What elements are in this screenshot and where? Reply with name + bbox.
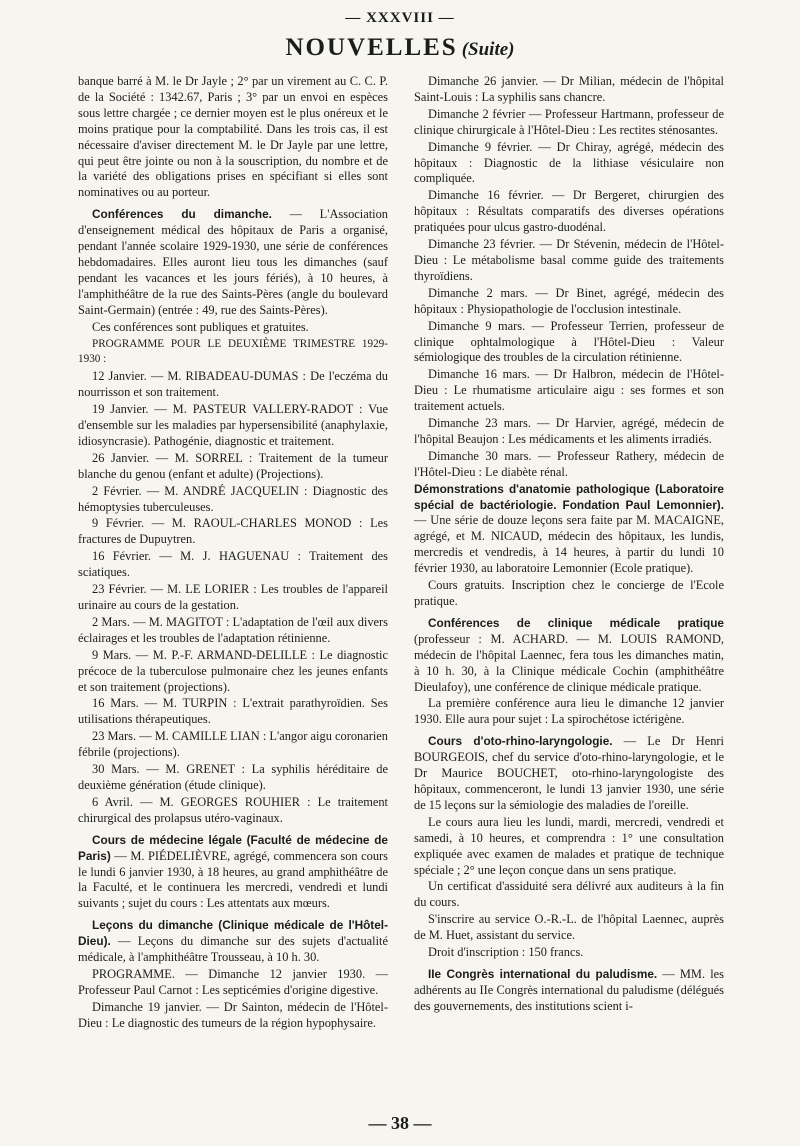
paragraph-text: — L'Association d'enseignement médical des hôpitaux de Paris a organisé, pendant l'année scolaire 1929-1930, une série de conférences hebdomadaires. Elles auront lieu tous les dimanches (sauf pendant les vacances et les jours fériés), à 10 heures, à l'amphithéâtre de la rue des Saints-Pères (angle du boulevard Saint-Germain) (entrée : 49, rue des Saints-Pères).	[78, 207, 388, 317]
title-main: NOUVELLES	[285, 34, 458, 61]
list-item: 19 Janvier. — M. PASTEUR VALLERY-RADOT : Vue d'ensemble sur les maladies par hypersensibilité (anaphylaxie, idiosyncrasie). Pathogénie, diagnostic et traitement.	[78, 402, 388, 448]
list-item: 9 Février. — M. RAOUL-CHARLES MONOD : Les fractures de Dupuytren.	[78, 516, 388, 547]
footer-page-number: — 38 —	[368, 1113, 432, 1133]
section-heading: IIe Congrès international du paludisme.	[428, 966, 658, 981]
paragraph: PROGRAMME. — Dimanche 12 janvier 1930. — Professeur Paul Carnot : Les septicémies d'origine digestive.	[78, 966, 388, 997]
paragraph-text: — MM. les adhérents au IIe Congrès international du paludisme (délégués des gouvernements, des institutions scient i-	[414, 966, 724, 1013]
list-item: Dimanche 2 février — Professeur Hartmann, professeur de clinique chirurgicale à l'Hôtel-Dieu : Les rectites sténosantes.	[414, 106, 724, 137]
section-heading: Cours de médecine légale (Faculté de médecine de Paris)	[78, 832, 388, 863]
paragraph-text: — Leçons du dimanche sur des sujets d'actualité médicale, à l'amphithéâtre Trousseau, à 10 h. 30.	[78, 934, 388, 965]
section-heading: Démonstrations d'anatomie pathologique (Laboratoire spécial de bactériologie. Fondation Paul Lemonnier).	[414, 481, 724, 512]
list-item: 9 Mars. — M. P.-F. ARMAND-DELILLE : Le diagnostic précoce de la tuberculose pulmonaire chez les jeunes enfants et son traitement (projections).	[78, 647, 388, 694]
paragraph	[78, 918, 388, 966]
paragraph: Un certificat d'assiduité sera délivré aux auditeurs à la fin du cours.	[414, 879, 724, 910]
list-item: 2 Mars. — M. MAGITOT : L'adaptation de l'œil aux divers éclairages et les troubles de l'adaptation rétinienne.	[78, 614, 388, 645]
list-item: Dimanche 9 février. — Dr Chiray, agrégé, médecin des hôpitaux : Diagnostic de la lithiase vésiculaire non compliquée.	[414, 139, 724, 186]
list-item: Dimanche 30 mars. — Professeur Rathery, médecin de l'Hôtel-Dieu : Le diabète rénal.	[414, 448, 724, 479]
paragraph-text: (professeur : M. ACHARD. — M. LOUIS RAMOND, médecin de l'hôpital Laennec, fera tous les dimanches matin, à 10 h. 30, à la Clinique médicale Cochin (amphithéâtre Dieulafoy), une conférence de clinique médicale pratique.	[414, 631, 724, 694]
list-item: 30 Mars. — M. GRENET : La syphilis héréditaire de deuxième génération (étude clinique).	[78, 762, 388, 792]
paragraph: S'inscrire au service O.-R.-L. de l'hôpital Laennec, auprès de M. Huet, assistant du service.	[414, 912, 724, 943]
paragraph-text: — M. PIÉDELIÈVRE, agrégé, commencera son cours le lundi 6 janvier 1930, à 18 heures, au grand amphithéâtre de la Faculté, et le continuera les mercredi, vendredi et lundi suivants ; sujet du cours : Les attentats aux mœurs.	[78, 848, 388, 911]
title-suffix: (Suite)	[461, 39, 515, 60]
paragraph-text: — Le Dr Henri BOURGEOIS, chef du service d'oto-rhino-laryngologie, et le Dr Maurice BOUCHET, oto-rhino-laryngologiste des hôpitaux, commenceront, le lundi 13 janvier 1930, une série de 15 leçons sur la sémiologie des maladies de l'oreille.	[414, 734, 724, 812]
page-title	[0, 34, 800, 62]
list-item: Dimanche 23 mars. — Dr Harvier, agrégé, médecin de l'hôpital Beaujon : Les médicaments et les aliments irradiés.	[414, 416, 724, 446]
list-item: 23 Mars. — M. CAMILLE LIAN : L'angor aigu coronarien fébrile (projections).	[78, 729, 388, 760]
right-column	[414, 74, 724, 1016]
section-heading: Conférences de clinique médicale pratique	[428, 615, 724, 630]
list-item: Dimanche 16 février. — Dr Bergeret, chirurgien des hôpitaux : Résultats comparatifs des diverses opérations pratiquées pour ulcus gastro-duodénal.	[414, 188, 724, 235]
section-heading: Cours d'oto-rhino-laryngologie.	[428, 734, 613, 749]
list-item: Dimanche 26 janvier. — Dr Milian, médecin de l'hôpital Saint-Louis : La syphilis sans chancre.	[414, 74, 724, 104]
paragraph: Ces conférences sont publiques et gratuites.	[92, 319, 309, 334]
paragraph	[414, 616, 724, 696]
paragraph: Cours gratuits. Inscription chez le concierge de l'Ecole pratique.	[414, 578, 724, 608]
paragraph-text: — Une série de douze leçons sera faite par M. MACAIGNE, agrégé, et M. NICAUD, médecin des hôpitaux, les lundis, mercredis et vendredis, à 14 heures, à partir du lundi 10 février 1930, au laboratoire Lemonnier (Ecole pratique).	[414, 513, 724, 576]
paragraph: Le cours aura lieu les lundi, mardi, mercredi, vendredi et samedi, à 10 heures, et comprendra : 1° une consultation expliquée avec examen de malades et pratique de technique spéciale ; 2° une leçon conçue dans un sens pratique.	[414, 814, 724, 877]
list-item: 16 Février. — M. J. HAGUENAU : Traitement des sciatiques.	[78, 549, 388, 580]
paragraph	[78, 833, 388, 913]
paragraph: La première conférence aura lieu le dimanche 12 janvier 1930. Elle aura pour sujet : La spirochétose ictérigène.	[414, 696, 724, 727]
list-item: Dimanche 16 mars. — Dr Halbron, médecin de l'Hôtel-Dieu : Le rhumatisme articulaire aigu : ses formes et son traitement actuels.	[414, 367, 724, 414]
paragraph: Dimanche 19 janvier. — Dr Sainton, médecin de l'Hôtel-Dieu : Le diagnostic des tumeurs de la région hypophysaire.	[78, 999, 388, 1030]
paragraph	[414, 967, 724, 1015]
list-item: 2 Février. — M. ANDRÉ JACQUELIN : Diagnostic des hémoptysies tuberculeuses.	[78, 483, 388, 514]
list-item: 23 Février. — M. LE LORIER : Les troubles de l'appareil urinaire au cours de la gestation.	[78, 582, 388, 612]
left-column	[78, 74, 388, 1033]
paragraph: Droit d'inscription : 150 francs.	[428, 945, 584, 960]
section-heading: Conférences du dimanche.	[92, 207, 272, 222]
paragraph	[78, 207, 388, 318]
programme-heading: PROGRAMME POUR LE DEUXIÈME TRIMESTRE 1929-1930 :	[78, 337, 388, 366]
section-heading: Leçons du dimanche (Clinique médicale de l'Hôtel-Dieu).	[78, 918, 388, 949]
list-item: Dimanche 9 mars. — Professeur Terrien, professeur de clinique ophtalmologique à l'Hôtel-Dieu : Valeur sémiologique des troubles de la circulation rétinienne.	[414, 318, 724, 365]
list-item: Dimanche 2 mars. — Dr Binet, agrégé, médecin des hôpitaux : Physiopathologie de l'occlusion intestinale.	[414, 285, 724, 316]
list-item: 26 Janvier. — M. SORREL : Traitement de la tumeur blanche du genou (enfant et adulte) (Projections).	[78, 450, 388, 481]
paragraph	[414, 734, 724, 814]
list-item: 6 Avril. — M. GEORGES ROUHIER : Le traitement chirurgical des prolapsus utéro-vaginaux.	[78, 794, 388, 825]
page-number: — XXXVIII —	[345, 10, 455, 26]
paragraph: banque barré à M. le Dr Jayle ; 2° par un virement au C. C. P. de la Société : 1342.67, Paris ; 3° par un envoi en espèces sous lettre chargée ; ce dernier moyen est le plus onéreux et le moins pratique pour la comptabilité. Dans les trois cas, il est nécessaire d'aviser directement M. le Dr Jayle par une lettre, qui peut être jointe ou non à la souscription, du nombre et de la variété des obligations prises en spécifiant si elles sont nominatives ou au porteur.	[78, 74, 388, 200]
list-item: 12 Janvier. — M. RIBADEAU-DUMAS : De l'eczéma du nourrisson et son traitement.	[78, 369, 388, 400]
paragraph	[414, 482, 724, 577]
list-item: Dimanche 23 février. — Dr Stévenin, médecin de l'Hôtel-Dieu : Le métabolisme basal comme guide des traitements thyroïdiens.	[414, 237, 724, 283]
list-item: 16 Mars. — M. TURPIN : L'extrait parathyroïdien. Ses utilisations thérapeutiques.	[78, 696, 388, 727]
